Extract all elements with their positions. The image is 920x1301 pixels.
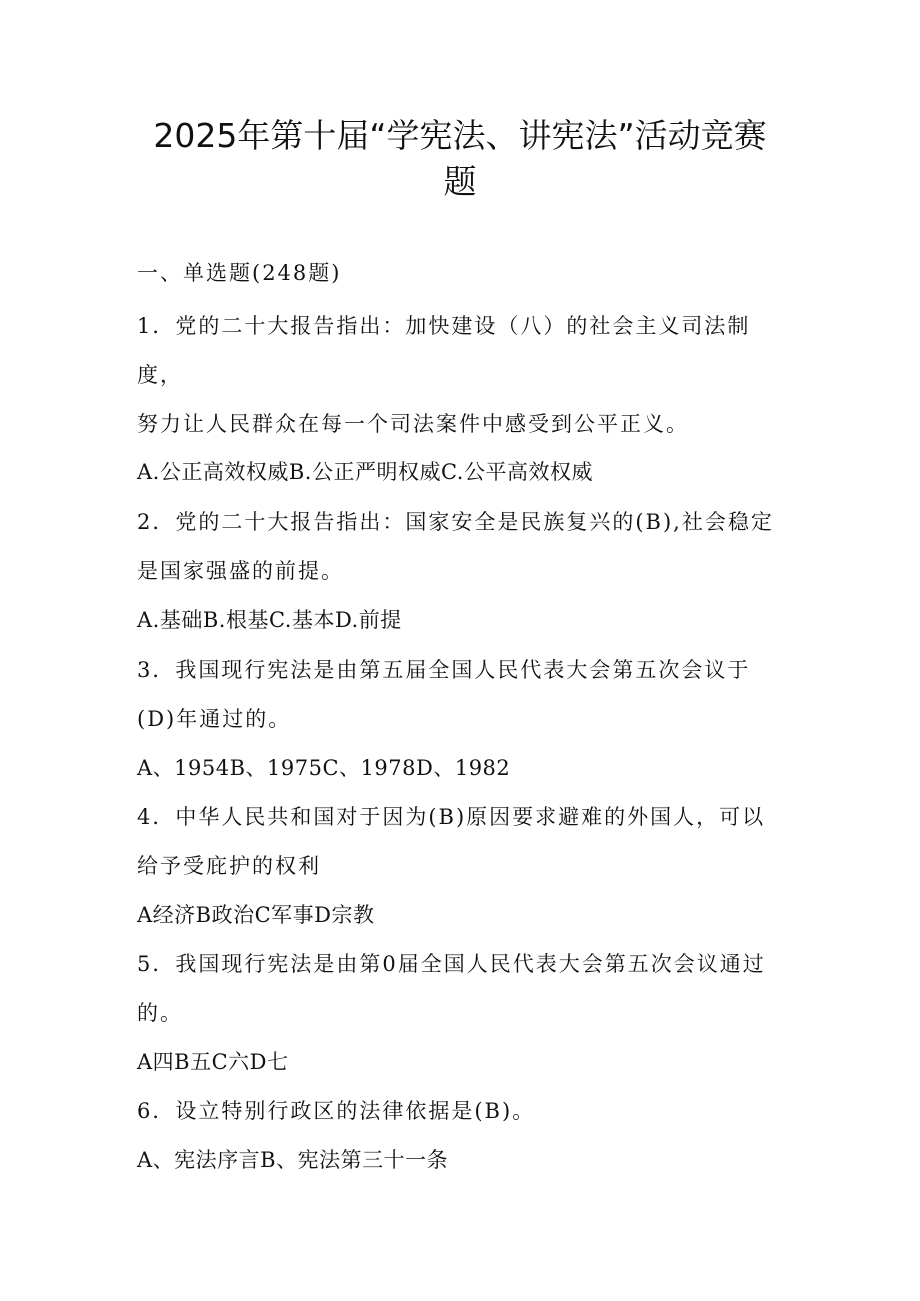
- question-4-text-cont: 给予受庇护的权利: [137, 854, 321, 878]
- section-heading: 一、单选题(248题): [137, 261, 342, 285]
- question-2-text: 2．党的二十大报告指出：国家安全是民族复兴的(B),社会稳定: [137, 510, 774, 534]
- question-2-text-cont: 是国家强盛的前提。: [137, 559, 344, 583]
- question-3-text-cont: (D)年通过的。: [137, 707, 292, 731]
- question-3-options: A、1954B、1975C、1978D、1982: [137, 756, 511, 780]
- question-5-text-cont: 的。: [137, 1001, 183, 1025]
- question-4-options: A经济B政治C军事D宗教: [137, 903, 375, 927]
- question-4-text: 4．中华人民共和国对于因为(B)原因要求避难的外国人，可以: [137, 805, 766, 829]
- document-title-line-1: 2025年第十届“学宪法、讲宪法”活动竞赛: [153, 116, 767, 155]
- question-6-options: A、宪法序言B、宪法第三十一条: [137, 1148, 449, 1172]
- question-2-options: A.基础B.根基C.基本D.前提: [137, 608, 402, 632]
- question-5-options: A四B五C六D七: [137, 1050, 289, 1074]
- document-title-line-2: 题: [443, 162, 477, 201]
- question-1-text-cont2: 努力让人民群众在每一个司法案件中感受到公平正义。: [137, 412, 689, 436]
- question-1-options: A.公正高效权威B.公正严明权威C.公平高效权威: [137, 460, 593, 484]
- question-3-text: 3．我国现行宪法是由第五届全国人民代表大会第五次会议于: [137, 658, 751, 682]
- question-5-text: 5．我国现行宪法是由第0届全国人民代表大会第五次会议通过: [137, 952, 766, 976]
- question-6-text: 6．设立特别行政区的法律依据是(B)。: [137, 1099, 536, 1123]
- question-1-text-cont: 度，: [137, 363, 183, 387]
- question-1-text: 1．党的二十大报告指出：加快建设（八）的社会主义司法制: [137, 314, 751, 338]
